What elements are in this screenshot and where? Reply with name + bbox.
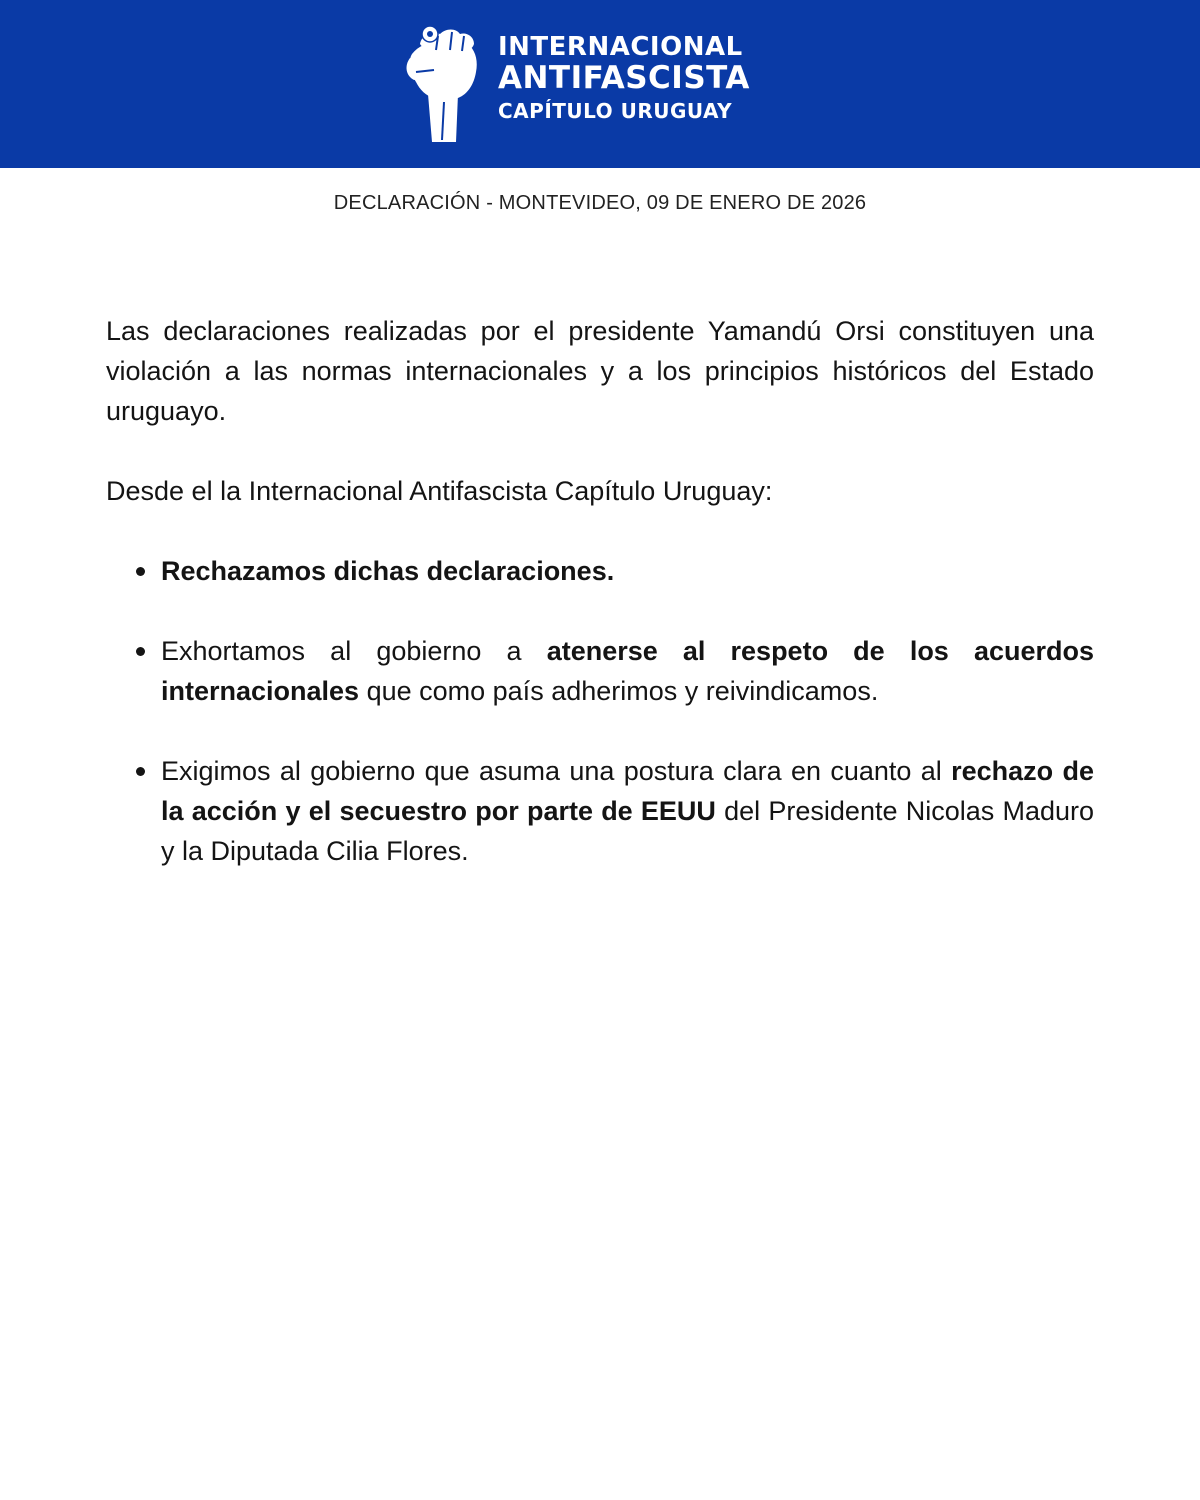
- declaration-body: [106, 311, 1094, 911]
- declaration-points: [106, 551, 1094, 871]
- organization-name: [498, 34, 750, 121]
- list-item: [106, 751, 1094, 871]
- point-text: del Presidente Nicolas Maduro y la Diputada Cilia Flores.: [161, 796, 1094, 866]
- lead-paragraph: Desde el la Internacional Antifascista Capítulo Uruguay:: [106, 476, 773, 506]
- org-name-line1: INTERNACIONAL: [498, 32, 743, 62]
- org-name-line2: ANTIFASCISTA: [498, 60, 750, 96]
- point-bold: rechazo de la acción y el secuestro por parte de EEUU: [161, 756, 1094, 826]
- point-text: Exigimos al gobierno que asuma una postura clara en cuanto al: [161, 756, 952, 786]
- list-item: [106, 631, 1094, 711]
- point-text: que como país adherimos y reivindicamos.: [359, 676, 879, 706]
- point-bold: atenerse al respeto de los acuerdos internacionales: [161, 636, 1095, 706]
- point-text: Exhortamos al gobierno a: [161, 636, 547, 666]
- intro-paragraph: Las declaraciones realizadas por el presidente Yamandú Orsi constituyen una violación a las normas internacionales y a los principios históricos del Estado uruguayo.: [106, 316, 1094, 426]
- dateline: DECLARACIÓN - MONTEVIDEO, 09 DE ENERO DE 2026: [333, 192, 867, 214]
- point-bold: Rechazamos dichas declaraciones.: [161, 556, 615, 586]
- raised-fist-icon: [398, 24, 484, 144]
- header-banner: [0, 0, 1200, 168]
- org-name-line3: CAPÍTULO URUGUAY: [498, 99, 733, 123]
- list-item: [106, 551, 1094, 591]
